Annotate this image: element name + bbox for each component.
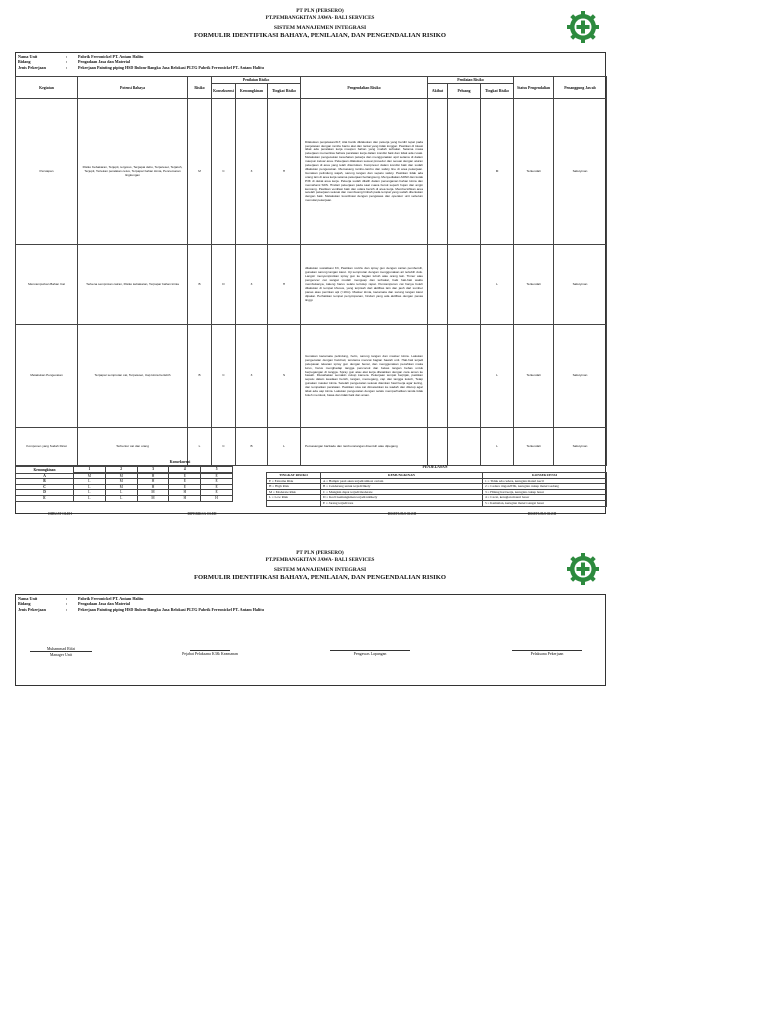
cell-tingkat-2: L xyxy=(481,428,514,466)
key-header: TINGKAT RISIKO xyxy=(267,473,321,479)
cell-potensi: Terpapar semprotan cat, Terpeleset, Uap kimia berlebih xyxy=(78,325,188,428)
info-row-unit: Nama Unit : Pabrik Ferronickel PT. Antam Halitu xyxy=(18,54,144,59)
form-page-2 xyxy=(0,540,768,700)
matrix-cell: E xyxy=(201,484,233,490)
table-row xyxy=(16,325,607,428)
info-key: Nama Unit xyxy=(18,54,38,59)
form-title: FORMULIR IDENTIFIKASI BAHAYA, PENILAIAN, DAN PENGENDALIAN RISIKO xyxy=(194,574,446,581)
info-value: Pengadaan Jasa dan Material xyxy=(78,601,130,607)
signer-name: Muhammad Rifai xyxy=(46,646,76,651)
info-key: Bidang xyxy=(18,601,31,607)
key-cell: E = Extreme Risk xyxy=(267,478,321,484)
info-row-bidang: Bidang : Pengadaan Jasa dan Material xyxy=(18,601,130,607)
matrix-cell: H xyxy=(169,495,201,501)
cell-pj: Safetyman xyxy=(554,428,607,466)
penjelasan-title: PENJELASAN xyxy=(422,465,448,469)
cell-status: Terkendali xyxy=(514,245,554,325)
matrix-col: 5 xyxy=(201,467,233,473)
cell-potensi: Risiko Kebakaran, Terjepit, tergores, Tergapai debu, Terpeleset, Terjatuh, Terjepit, Tertekan peralatan cetus, Terpapar bahan kimia, Pencemaran lingkungan xyxy=(78,99,188,245)
system-name: SISTEM MANAJEMEN INTEGRASI xyxy=(273,567,367,573)
col-status: Status Pengendalian xyxy=(514,77,554,99)
matrix-cell: M xyxy=(137,490,169,496)
cell-status: Terkendali xyxy=(514,428,554,466)
signature-manager-unit xyxy=(30,646,92,657)
signer-role: Pelaksana Pekerjaan xyxy=(530,651,564,656)
signer-role: Pengawas Lapangan xyxy=(353,651,387,656)
cell-akibat xyxy=(428,428,448,466)
form-title: FORMULIR IDENTIFIKASI BAHAYA, PENILAIAN, DAN PENGENDALIAN RISIKO xyxy=(194,32,446,39)
col-akibat: Akibat xyxy=(428,84,448,99)
info-key: Jenis Pekerjaan xyxy=(18,64,46,70)
sign-dibuat: DIBUAT OLEH xyxy=(48,512,72,516)
key-cell: D = Kecil kemungkinan terjadi/unlikely xyxy=(321,495,483,501)
info-key: Bidang xyxy=(18,59,31,65)
info-value: Pengadaan Jasa dan Material xyxy=(78,59,130,65)
matrix-cell: H xyxy=(169,490,201,496)
key-cell: C = Mungkin dapat terjadi/moderate xyxy=(321,489,483,495)
cell-tingkat: L xyxy=(268,428,301,466)
matrix-cell: E xyxy=(169,484,201,490)
cell-tingkat: H xyxy=(268,99,301,245)
cell-kemungkinan: 3 xyxy=(236,325,268,428)
matrix-cell: L xyxy=(74,495,106,501)
col-kegiatan: Kegiatan xyxy=(16,77,78,99)
penjelasan-table xyxy=(266,472,607,507)
cell-peluang xyxy=(448,325,481,428)
cell-tingkat: H xyxy=(268,245,301,325)
col-tingkat-risiko-2: Tingkat Risiko xyxy=(481,84,514,99)
cell-status: Terkendali xyxy=(514,99,554,245)
key-cell: 3 = Hilang hari kerja, kerugian cukup besar xyxy=(483,489,607,495)
signer-role: Manager Unit xyxy=(30,651,92,657)
signature-pelaksana xyxy=(512,650,582,656)
key-cell: M = Moderate Risk xyxy=(267,489,321,495)
matrix-cell: M xyxy=(105,484,137,490)
unit-name: PT.PEMBANGKITAN JAWA- BALI SERVICES xyxy=(265,556,375,563)
matrix-row xyxy=(16,495,233,501)
cell-peluang xyxy=(448,99,481,245)
matrix-cell: M xyxy=(105,479,137,485)
company-name: PT PLN (PERSERO) xyxy=(296,550,344,556)
matrix-row-label: A xyxy=(16,473,74,479)
key-cell: H = High Risk xyxy=(267,484,321,490)
document-header xyxy=(150,8,490,40)
sign-diperiksa: DIPERIKSA OLEH xyxy=(187,512,217,516)
matrix-cell: L xyxy=(74,490,106,496)
sign-disetujui: DISETUJUI OLEH xyxy=(387,512,417,516)
signer-role: Pejabat Pelaksana K3& Keamanan xyxy=(182,651,238,656)
matrix-row-label: E xyxy=(16,495,74,501)
col-pengendalian: Pengendalian Risiko xyxy=(301,77,428,99)
cell-konsekuensi: C xyxy=(212,325,236,428)
info-value: Pekerjaan Painting piping HSD Bulom-Bangka Jasa Relokasi PLTG Pabrik Ferronickel PT. Antam Halitu xyxy=(78,64,264,70)
cell-kemungkinan: 3 xyxy=(236,245,268,325)
info-value: Pabrik Ferronickel PT. Antam Halitu xyxy=(78,54,144,59)
matrix-title: Konsekuensi xyxy=(169,460,191,464)
info-block xyxy=(18,54,264,70)
col-peluang: Peluang xyxy=(448,84,481,99)
key-cell: E = Jarang terjadi/rare xyxy=(321,500,483,506)
cell-konsekuensi: D xyxy=(212,245,236,325)
info-row-pekerjaan: Jenis Pekerjaan : Pekerjaan Painting piping HSD Bulom-Bangka Jasa Relokasi PLTG Pabrik Ferronickel PT. Antam Halitu xyxy=(18,606,264,612)
key-row xyxy=(267,500,607,506)
cell-risiko: B xyxy=(188,325,212,428)
cell-kemungkinan: 3 xyxy=(236,99,268,245)
matrix-cell: H xyxy=(201,495,233,501)
cell-akibat xyxy=(428,99,448,245)
col-konsekuensi: Konsekuensi xyxy=(212,84,236,99)
matrix-cell: L xyxy=(74,479,106,485)
cell-kegiatan: Persiapan xyxy=(16,99,78,245)
key-header: KONSEKUENSI xyxy=(483,473,607,479)
matrix-cell: E xyxy=(201,490,233,496)
cell-pj: Safetyman xyxy=(554,99,607,245)
matrix-cell: E xyxy=(169,473,201,479)
col-kemungkinan: Kemungkinan xyxy=(236,84,268,99)
k3-cross-gear-logo-icon xyxy=(566,552,600,586)
cell-potensi: Terkena semprotan cairan, Risiko kebakaran, Terpapar bahan kimia xyxy=(78,245,188,325)
cell-kegiatan: Mencampurkan Bahan Cat xyxy=(16,245,78,325)
cell-peluang xyxy=(448,245,481,325)
col-risiko: Risiko xyxy=(188,77,212,99)
col-potensi-bahaya: Potensi Bahaya xyxy=(78,77,188,99)
matrix-col: 3 xyxy=(137,467,169,473)
key-cell: 2 = Cedera ringan/P3K, kerugian cukup materi sedang xyxy=(483,484,607,490)
cell-tingkat: S xyxy=(268,325,301,428)
matrix-row-label: D xyxy=(16,490,74,496)
document-header xyxy=(150,550,490,582)
matrix-col: 4 xyxy=(169,467,201,473)
matrix-cell: L xyxy=(74,484,106,490)
cell-risiko: B xyxy=(188,245,212,325)
matrix-cell: L xyxy=(105,495,137,501)
table-row xyxy=(16,428,607,466)
cell-konsekuensi: C xyxy=(212,428,236,466)
cell-kegiatan: Melakukan Pengecatan xyxy=(16,325,78,428)
info-key: Jenis Pekerjaan xyxy=(18,606,46,612)
cell-kemungkinan: B xyxy=(236,428,268,466)
matrix-cell: E xyxy=(201,473,233,479)
key-cell: 5 = Kematian, kerugian materi sangat besar xyxy=(483,500,607,506)
key-cell: 4 = Cacat, kerugian materi besar xyxy=(483,495,607,501)
cell-status: Terkendali xyxy=(514,325,554,428)
info-key: Nama Unit xyxy=(18,596,38,601)
company-name: PT PLN (PERSERO) xyxy=(296,8,344,14)
key-cell xyxy=(267,500,321,506)
table-row xyxy=(16,245,607,325)
col-penilaian-risiko-2: Penilaian Risiko xyxy=(428,77,514,84)
risk-matrix xyxy=(15,466,233,502)
sign-disetujui-2: DISETUJUI OLEH xyxy=(527,512,557,516)
key-cell: A = Hampir pasti akan terjadi/almost certain xyxy=(321,478,483,484)
cell-pengendalian: dilakukan sosialisasi K3, Pastikan nozzle dan spray gun dengan cairan pembersih, gunakan sarung tangan karet. Uji semprotan dengan menggunakan air terlebih dulu. Langsir menyemprotkan spray gun ke bagian tubuh atau orang lain. Tinner atau pengencer cat sangat mudah menguap dan terbakar, baik hati-hati waktu membukanya, kaleng harus selalu tertutup rapat. Pencampuran cat hanya boleh dilakukan di tempat khusus, yang terpisah dari aktifitas lain dan jauh dari sumber panas atau percikan api (>10m). Masker kimia, kacamata dan sarung tangan karet dipakai. Perhatikan tempat penyimpanan, hindari yang ada aktifitas dengan panas tinggi. xyxy=(301,245,428,325)
cell-risiko: L xyxy=(188,428,212,466)
matrix-col: 2 xyxy=(105,467,137,473)
risk-table xyxy=(15,76,607,466)
info-row-bidang: Bidang : Pengadaan Jasa dan Material xyxy=(18,59,130,65)
cell-peluang xyxy=(448,428,481,466)
matrix-cell: E xyxy=(201,479,233,485)
col-penanggung-jawab: Penanggung Jawab xyxy=(554,77,607,99)
system-name: SISTEM MANAJEMEN INTEGRASI xyxy=(273,25,367,31)
info-row-pekerjaan: Jenis Pekerjaan : Pekerjaan Painting piping HSD Bulom-Bangka Jasa Relokasi PLTG Pabrik Ferronickel PT. Antam Halitu xyxy=(18,64,264,70)
signature-pengawas xyxy=(330,650,410,656)
cell-potensi: Terbentur cat dan orang xyxy=(78,428,188,466)
matrix-col: 1 xyxy=(74,467,106,473)
cell-tingkat-2: L xyxy=(481,325,514,428)
table-row xyxy=(16,99,607,245)
col-penilaian-risiko: Penilaian Risiko xyxy=(212,77,301,84)
cell-pj: Safetyman xyxy=(554,245,607,325)
key-header: KEMUNGKINAN xyxy=(321,473,483,479)
info-block xyxy=(18,596,264,612)
matrix-cell: H xyxy=(137,473,169,479)
cell-pengendalian: Pemasangan barikade dan rambu-larangan disentuh atau dipegang xyxy=(301,428,428,466)
k3-cross-gear-logo-icon xyxy=(566,10,600,44)
cell-pengendalian: Dilakukan penjelasan/JLT, Alat bantk diklakukan dan pekerja yang berdiri tepat pada penjelasan dengan rambu bantu alat dan rantai yang tidak longgar. Pastikan di lokasi tidak ada peralatan kerja maupun bahan yang mudah terbakar. Selama masa pekerjaan memeriksa bahwa peralatan kerja dalam kondisi baik dan tidak ada rusak. Melakukan pengecekan kesehatan pekerja dan menggunakan apd selama di dalam maupun keluar area. Pekerjaan dilakukan sesuai prosedur dan sesuai dengan aturan pekerjaan di area yang telah ditentukan. Kompresor dalam kondisi baik dan sudah dilakukan pengecekan. Memasang rambu-rambu dan safety line di area pekerjaan. Gunakan pelindung wajah, sarung tangan dan sepatu safety. Pastikan tidak ada orang lain di area kerja selama pekerjaan berlangsung. Menyediakan APAR dan kotak P3K di dekat area kerja. Pekerja sudah dilatih dalam penanganan bahan kimia dan memahami SDS. Hindari pekerjaan pada saat cuaca buruk seperti hujan dan angin kencang. Pastikan ventilasi baik dan udara bersih di area kerja. Membersihkan area setelah pekerjaan selesai dan membuang limbah pada tempat yang sudah ditentukan dengan baik. Melakukan koordinasi dengan pengawas dan operator unit sebelum memulai pekerjaan. xyxy=(301,99,428,245)
signature-pejabat xyxy=(160,650,260,656)
matrix-cell: M xyxy=(74,473,106,479)
cell-konsekuensi: C xyxy=(212,99,236,245)
matrix-row-label: B xyxy=(16,479,74,485)
cell-akibat xyxy=(428,325,448,428)
cell-tingkat-2: L xyxy=(481,245,514,325)
matrix-cell: L xyxy=(105,490,137,496)
matrix-cell: H xyxy=(137,484,169,490)
cell-kegiatan: Komponen yang Sudah Dicat xyxy=(16,428,78,466)
matrix-cell: H xyxy=(137,479,169,485)
info-value: Pekerjaan Painting piping HSD Bulom-Bangka Jasa Relokasi PLTG Pabrik Ferronickel PT. Antam Halitu xyxy=(78,606,264,612)
key-cell: 1 = Tidak ada cedera, kerugian materi kecil xyxy=(483,478,607,484)
cell-pj: Safetyman xyxy=(554,325,607,428)
unit-name: PT.PEMBANGKITAN JAWA- BALI SERVICES xyxy=(265,14,375,21)
key-cell: L = Low Risk xyxy=(267,495,321,501)
info-row-unit: Nama Unit : Pabrik Ferronickel PT. Antam Halitu xyxy=(18,596,144,601)
matrix-cell: M xyxy=(105,473,137,479)
matrix-cell: E xyxy=(169,479,201,485)
cell-akibat xyxy=(428,245,448,325)
form-frame xyxy=(15,594,606,686)
matrix-row-header: Kemungkinan xyxy=(16,467,74,474)
cell-tingkat-2: M xyxy=(481,99,514,245)
matrix-cell: M xyxy=(137,495,169,501)
matrix-row-label: C xyxy=(16,484,74,490)
cell-risiko: M xyxy=(188,99,212,245)
cell-pengendalian: Gunakan kacamata pelindung, helm, sarung tangan dan masker kimia. Lakukan pengecatan dengan hati-hati, terutama mencat bagian bawah unit. Hati-hati terjadi pelepasan tekanan spray gun dengan benar, dan menggunakan pecahkan maka lurus, harus menghadap tangga pencocok dan bekas tangan bebas untuk berpegangan di tangga. Spray gun atau alat kerja diletakkan dengan cara aman ke bawah. Diusahakan semakin cukup kamera. Pekerjaan tempat berpijak, pastikan sepatu dalam keadaan bersih, tangan, memegang, cap dan tangga kokoh, Tetap gunakan masker kimia. Setelah pengecatan selesai diamkan hasil kerja agar kering, dan tempatkan peralatan. Pastikan sisa cat dimasukkan ke wadah dan ditutup agar tidak ada uap kimia. Lakukan pengecatan dengan selalu memperhatikan tanda tidak boleh merokok, bawa dan tidak baik dan aman. xyxy=(301,325,428,428)
col-tingkat-risiko: Tingkat Risiko xyxy=(268,84,301,99)
info-value: Pabrik Ferronickel PT. Antam Halitu xyxy=(78,596,144,601)
key-cell: B = Cenderung untuk terjadi/likely xyxy=(321,484,483,490)
